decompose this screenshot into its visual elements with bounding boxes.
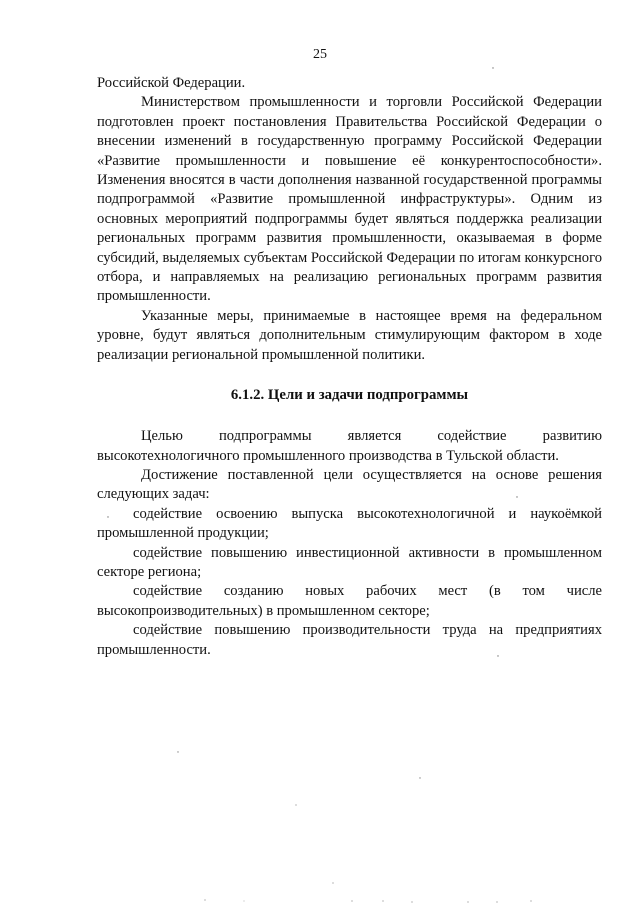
scan-speck — [177, 751, 178, 752]
paragraph-ministry-draft: Министерством промышленности и торговли Российской Федерации подготовлен проект постановления Правительства Российской Федерации о внесении изменений в государственную программу Российской Федерации «Развитие промышленности и повышение её конкурентоспособности». Изменения вносятся в части дополнения названной государственной программы подпрограммой «Развитие промышленной инфраструктуры». Одним из основных мероприятий подпрограммы будет являться поддержка реализации региональных программ развития промышленности, оказываемая в форме субсидий, выделяемых субъектам Российской Федерации по итогам конкурсного отбора, и направляемых на реализацию региональных программ развития промышленности. — [97, 94, 602, 305]
paragraph-goal: Целью подпрограммы является содействие развитию высокотехнологичного промышленного производства в Тульской области. — [97, 428, 602, 464]
section-heading: 6.1.2. Цели и задачи подпрограммы — [230, 387, 469, 404]
scan-speck — [411, 901, 412, 902]
scan-speck — [204, 899, 205, 900]
paragraph-goal-intro: Достижение поставленной цели осуществляется на основе решения следующих задач: — [97, 466, 602, 503]
task-item: содействие освоению выпуска высокотехнологичной и наукоёмкой промышленной продукции; — [97, 505, 602, 542]
page-content — [97, 74, 602, 660]
scan-speck — [467, 901, 468, 902]
scan-speck — [351, 900, 352, 901]
scan-speck — [382, 900, 383, 901]
scan-speck — [295, 804, 296, 805]
paragraph-continuation: Российской Федерации. — [97, 75, 246, 91]
scan-speck — [332, 882, 333, 883]
scan-speck — [492, 67, 493, 68]
task-item: содействие повышению производительности труда на предприятиях промышленности. — [97, 622, 602, 658]
task-item: содействие созданию новых рабочих мест (в том числе высокопроизводительных) в промышленном секторе; — [97, 583, 602, 619]
scan-speck — [419, 777, 420, 778]
scan-speck — [530, 900, 531, 901]
paragraph-federal-measures: Указанные меры, принимаемые в настоящее время на федеральном уровне, будут являться дополнительным стимулирующим фактором в ходе реализации региональной промышленной политики. — [97, 307, 602, 363]
page-number: 25 — [313, 47, 327, 62]
scan-speck — [244, 901, 245, 902]
task-item: содействие повышению инвестиционной активности в промышленном секторе региона; — [97, 544, 602, 580]
scan-speck — [496, 901, 497, 902]
